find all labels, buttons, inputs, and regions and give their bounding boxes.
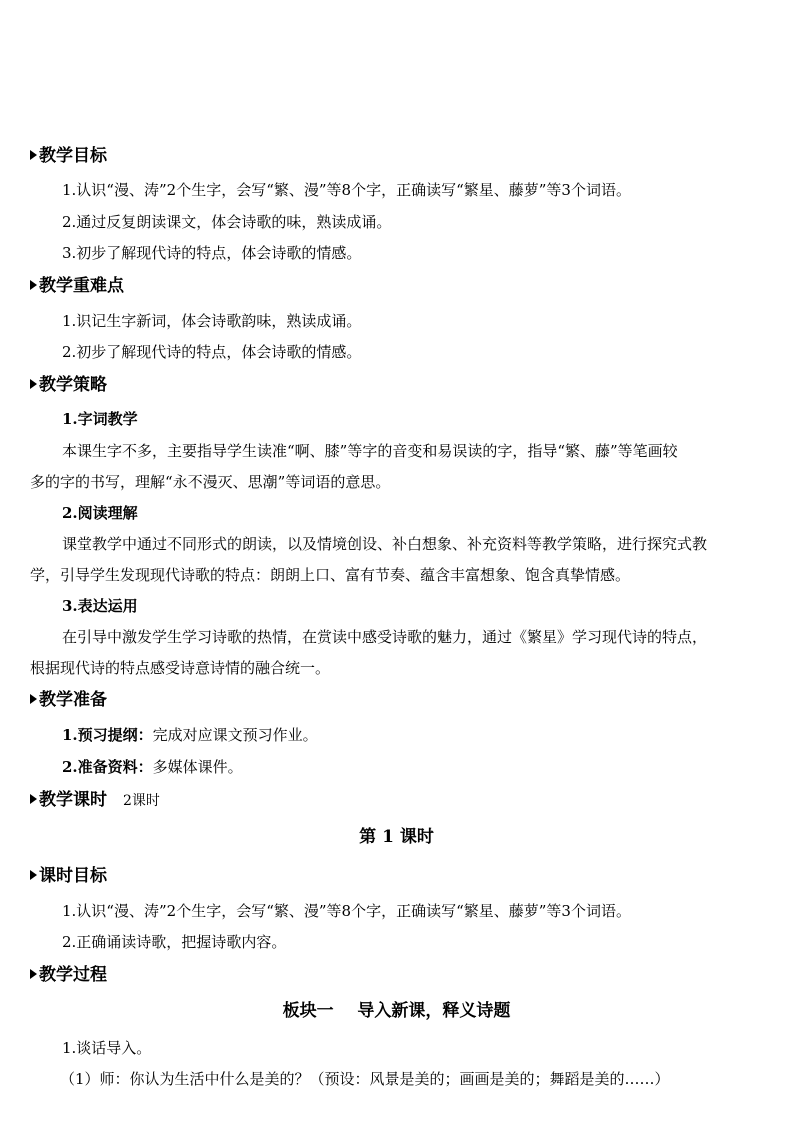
heading-teaching-process: 教学过程 xyxy=(30,965,107,985)
strategy-subtitle: 1.字词教学 xyxy=(62,410,138,428)
arrow-icon xyxy=(30,870,37,880)
lesson-goal-item: 1.认识“漫、涛”2个生字，会写“繁、漫”等8个字，正确读写“繁星、藤萝”等3个词语。 xyxy=(62,902,631,920)
heading-key-points: 教学重难点 xyxy=(30,276,124,296)
strategy-paragraph-line: 课堂教学中通过不同形式的朗读，以及情境创设、补白想象、补充资料等教学策略，进行探究式教 xyxy=(62,535,708,553)
heading-teaching-hours: 教学课时 2课时 xyxy=(30,790,160,811)
process-step: 1.谈话导入。 xyxy=(62,1039,152,1057)
block-title: 板块一 导入新课，释义诗题 xyxy=(282,1001,511,1021)
arrow-icon xyxy=(30,969,37,979)
lesson-title: 第 1 课时 xyxy=(359,827,434,847)
process-substep: （1）师：你认为生活中什么是美的？（预设：风景是美的；画画是美的；舞蹈是美的……） xyxy=(60,1070,670,1088)
arrow-icon xyxy=(30,280,37,290)
strategy-paragraph-line: 根据现代诗的特点感受诗意诗情的融合统一。 xyxy=(30,659,331,677)
hours-value: 2课时 xyxy=(123,793,160,809)
strategy-paragraph-line: 在引导中激发学生学习诗歌的热情，在赏读中感受诗歌的魅力，通过《繁星》学习现代诗的特点， xyxy=(62,628,708,646)
goal-item: 3.初步了解现代诗的特点，体会诗歌的情感。 xyxy=(62,244,362,262)
prep-item xyxy=(62,757,243,777)
prep-text: 多媒体课件。 xyxy=(152,758,243,776)
prep-text: 完成对应课文预习作业。 xyxy=(152,726,318,744)
arrow-icon xyxy=(30,694,37,704)
strategy-paragraph-line: 学，引导学生发现现代诗歌的特点：朗朗上口、富有节奏、蕴含丰富想象、饱含真挚情感。 xyxy=(30,566,631,584)
heading-lesson-goals: 课时目标 xyxy=(30,866,107,886)
prep-item xyxy=(62,725,318,745)
goal-item: 2.通过反复朗读课文，体会诗歌的味，熟读成诵。 xyxy=(62,213,392,231)
goal-item: 1.认识“漫、涛”2个生字，会写“繁、漫”等8个字，正确读写“繁星、藤萝”等3个词语。 xyxy=(62,181,631,199)
keypoint-item: 2.初步了解现代诗的特点，体会诗歌的情感。 xyxy=(62,343,362,361)
strategy-subtitle: 3.表达运用 xyxy=(62,597,138,615)
heading-teaching-goals: 教学目标 xyxy=(30,146,107,166)
heading-teaching-strategy: 教学策略 xyxy=(30,375,107,395)
heading-teaching-preparation: 教学准备 xyxy=(30,690,107,710)
keypoint-item: 1.识记生字新词，体会诗歌韵味，熟读成诵。 xyxy=(62,312,362,330)
lesson-goal-item: 2.正确诵读诗歌，把握诗歌内容。 xyxy=(62,933,287,951)
arrow-icon xyxy=(30,379,37,389)
arrow-icon xyxy=(30,150,37,160)
arrow-icon xyxy=(30,794,37,804)
strategy-subtitle: 2.阅读理解 xyxy=(62,504,138,522)
prep-label: 1.预习提纲： xyxy=(62,726,153,744)
strategy-paragraph-line: 本课生字不多，主要指导学生读准“啊、膝”等字的音变和易误读的字，指导“繁、藤”等笔画较 xyxy=(62,442,678,460)
strategy-paragraph-line: 多的字的书写，理解“永不漫灭、思潮”等词语的意思。 xyxy=(30,473,391,491)
prep-label: 2.准备资料： xyxy=(62,758,153,776)
